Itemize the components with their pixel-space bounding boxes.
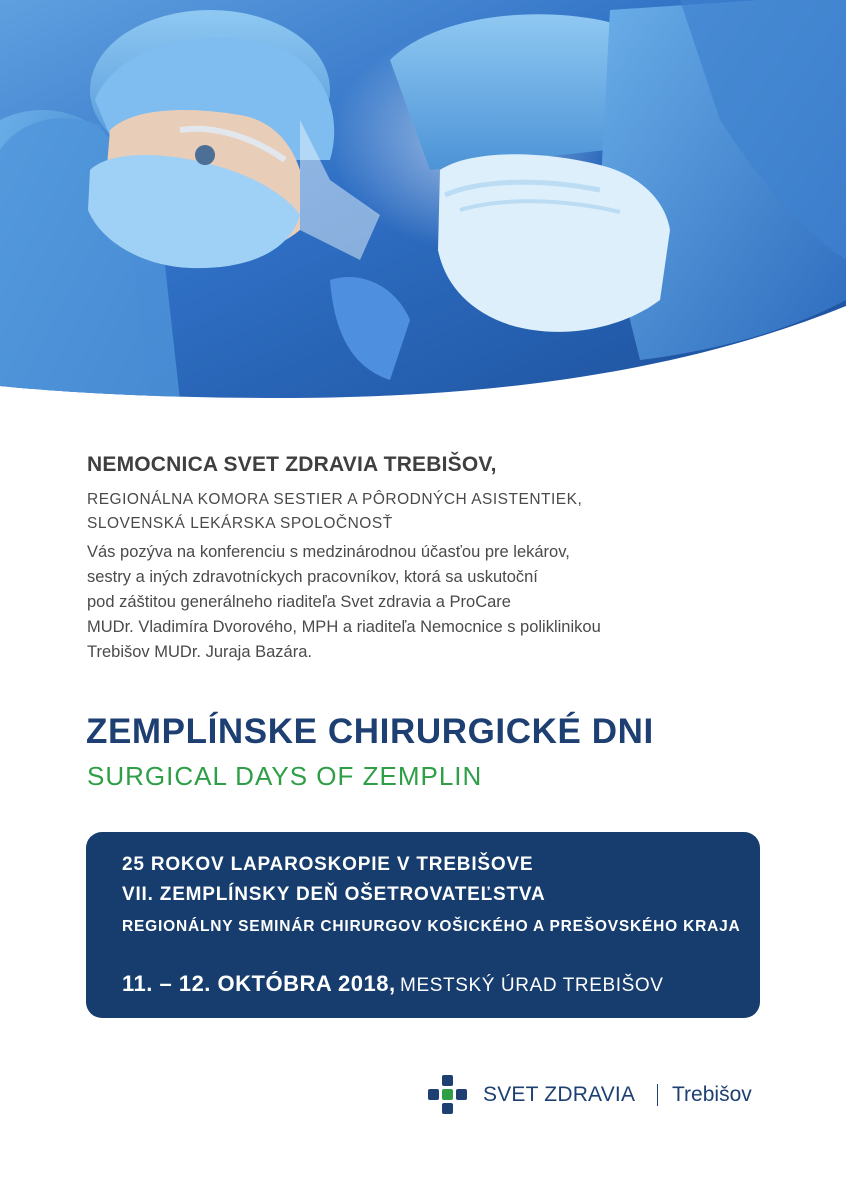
info-line-seminar: REGIONÁLNY SEMINÁR CHIRURGOV KOŠICKÉHO A PREŠOVSKÉHO KRAJA xyxy=(122,918,741,935)
organizers-block xyxy=(87,452,787,665)
event-date: 11. – 12. OKTÓBRA 2018, xyxy=(122,971,396,996)
organizer-subtitle-line: SLOVENSKÁ LEKÁRSKA SPOLOČNOSŤ xyxy=(87,515,393,532)
event-info-box xyxy=(86,832,760,1018)
cross-of-dots-icon xyxy=(428,1075,468,1115)
invitation-text xyxy=(87,540,787,665)
organizer-title: NEMOCNICA SVET ZDRAVIA TREBIŠOV, xyxy=(87,453,497,476)
logo-city-text: Trebišov xyxy=(672,1083,752,1106)
surgeons-illustration xyxy=(0,0,846,400)
invitation-line: pod záštitou generálneho riaditeľa Svet zdravia a ProCare xyxy=(87,593,511,611)
logo-divider xyxy=(657,1084,658,1106)
organizer-subtitle xyxy=(87,488,787,536)
invitation-line: Vás pozýva na konferenciu s medzinárodnou účasťou pre lekárov, xyxy=(87,543,570,561)
event-title: ZEMPLÍNSKE CHIRURGICKÉ DNI xyxy=(86,712,654,751)
svet-zdravia-logo xyxy=(428,1075,768,1115)
invitation-line: MUDr. Vladimíra Dvorového, MPH a riaditeľa Nemocnice s poliklinikou xyxy=(87,618,601,636)
invitation-line: Trebišov MUDr. Juraja Bazára. xyxy=(87,643,312,661)
organizer-subtitle-line: REGIONÁLNA KOMORA SESTIER A PÔRODNÝCH ASISTENTIEK, xyxy=(87,491,583,508)
event-venue: MESTSKÝ ÚRAD TREBIŠOV xyxy=(400,975,664,996)
event-subtitle: SURGICAL DAYS OF ZEMPLIN xyxy=(87,761,483,791)
invitation-line: sestry a iných zdravotníckych pracovníkov, ktorá sa uskutoční xyxy=(87,568,538,586)
date-venue-line xyxy=(122,971,664,997)
logo-brand-text: SVET ZDRAVIA xyxy=(483,1083,636,1106)
info-line-laparoscopy: 25 ROKOV LAPAROSKOPIE V TREBIŠOVE xyxy=(122,854,534,875)
info-line-nursing-day: VII. ZEMPLÍNSKY DEŇ OŠETROVATEĽSTVA xyxy=(122,884,546,905)
hero-photo xyxy=(0,0,846,400)
